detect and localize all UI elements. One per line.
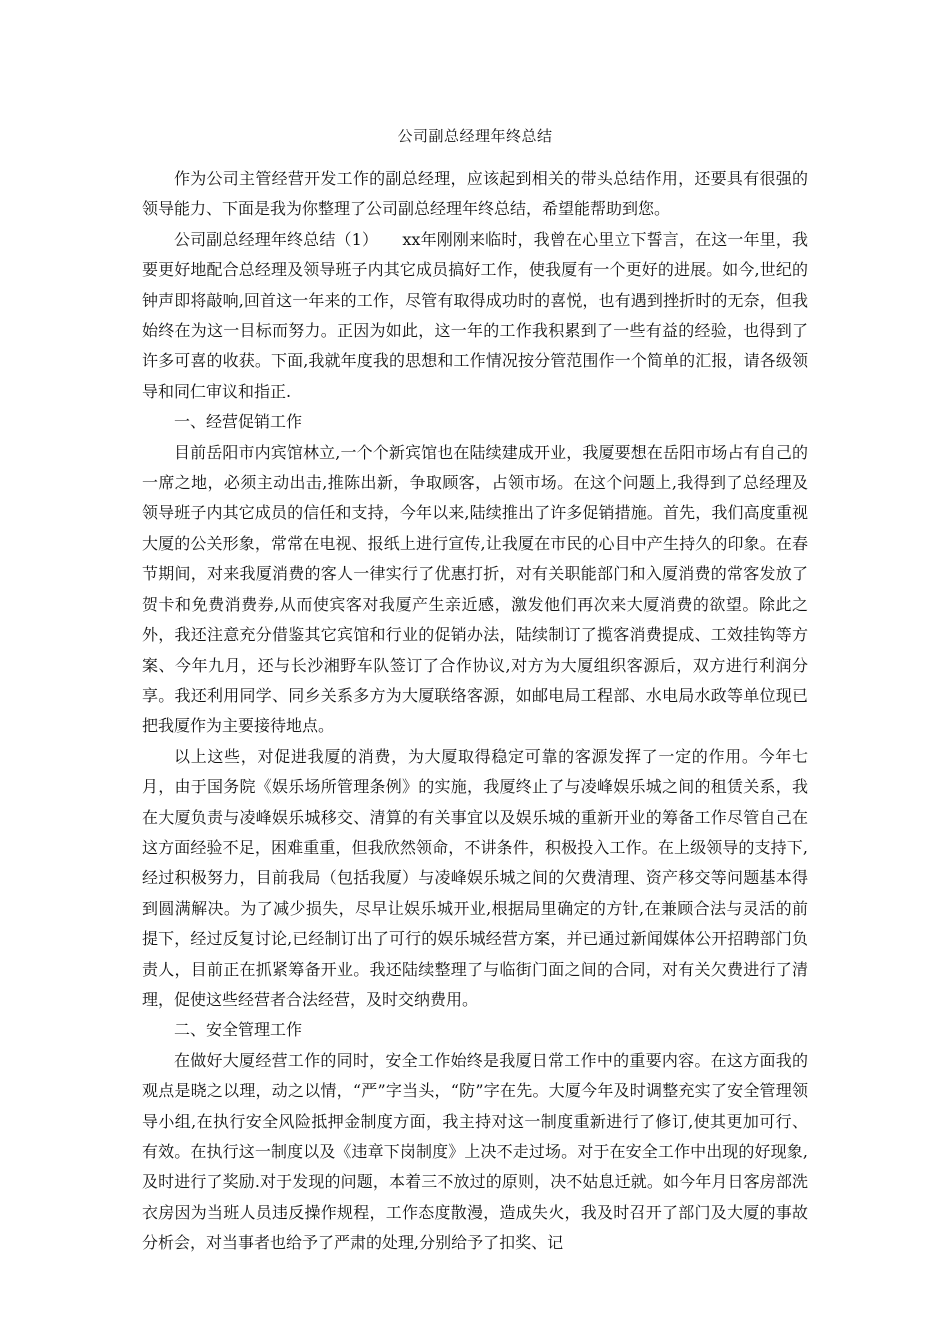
- document-title: 公司副总经理年终总结: [397, 127, 553, 145]
- section-heading-safety: 二、安全管理工作: [174, 1020, 303, 1040]
- summary-paragraph: 公司副总经理年终总结（1） xx年刚刚来临时，我曾在心里立下誓言，在这一年里，我要更好地配合总经理及领导班子内其它成员搞好工作，使我厦有一个更好的进展。如今,世纪的钟声即将敲响,回首这一年来的工作，尽管有取得成功时的喜悦，也有遇到挫折时的无奈，但我始终在为这一目标而努力。正因为如此，这一年的工作我积累到了一些有益的经验，也得到了许多可喜的收获。下面,我就年度我的思想和工作情况按分管范围作一个简单的汇报，请各级领导和同仁审议和指正.: [142, 229, 808, 401]
- section-heading-marketing: 一、经营促销工作: [174, 412, 303, 432]
- marketing-paragraph-2: 以上这些，对促进我厦的消费，为大厦取得稳定可靠的客源发挥了一定的作用。今年七月，由于国务院《娱乐场所管理条例》的实施，我厦终止了与凌峰娱乐城之间的租赁关系，我在大厦负责与凌峰娱乐城移交、清算的有关事宜以及娱乐城的重新开业的筹备工作尽管自己在这方面经验不足，困难重重，但我欣然领命，不讲条件，积极投入工作。在上级领导的支持下,经过积极努力，目前我局（包括我厦）与凌峰娱乐城之间的欠费清理、资产移交等问题基本得到圆满解决。为了减少损失，尽早让娱乐城开业,根据局里确定的方针,在兼顾合法与灵活的前提下，经过反复讨论,已经制订出了可行的娱乐城经营方案，并已通过新闻媒体公开招聘部门负责人，目前正在抓紧筹备开业。我还陆续整理了与临街门面之间的合同，对有关欠费进行了清理，促使这些经营者合法经营，及时交纳费用。: [142, 746, 808, 1009]
- document-body: [142, 164, 808, 1259]
- marketing-paragraph-1: 目前岳阳市内宾馆林立,一个个新宾馆也在陆续建成开业，我厦要想在岳阳市场占有自己的一席之地，必须主动出击,推陈出新，争取顾客，占领市场。在这个问题上,我得到了总经理及领导班子内其它成员的信任和支持，今年以来,陆续推出了许多促销措施。首先，我们高度重视大厦的公关形象，常常在电视、报纸上进行宣传,让我厦在市民的心目中产生持久的印象。在春节期间，对来我厦消费的客人一律实行了优惠打折，对有关职能部门和入厦消费的常客发放了贺卡和免费消费券,从而使宾客对我厦产生亲近感，激发他们再次来大厦消费的欲望。除此之外，我还注意充分借鉴其它宾馆和行业的促销办法，陆续制订了揽客消费提成、工效挂钩等方案、今年九月，还与长沙湘野车队签订了合作协议,对方为大厦组织客源后，双方进行利润分享。我还利用同学、同乡关系多方为大厦联络客源，如邮电局工程部、水电局水政等单位现已把我厦作为主要接待地点。: [142, 442, 808, 736]
- safety-paragraph-1: 在做好大厦经营工作的同时，安全工作始终是我厦日常工作中的重要内容。在这方面我的观点是晓之以理，动之以情，“严”字当头，“防”字在先。大厦今年及时调整充实了安全管理领导小组,在执行安全风险抵押金制度方面，我主持对这一制度重新进行了修订,使其更加可行、有效。在执行这一制度以及《违章下岗制度》上决不走过场。对于在安全工作中出现的好现象,及时进行了奖励.对于发现的问题，本着三不放过的原则，决不姑息迁就。如今年月日客房部洗衣房因为当班人员违反操作规程，工作态度散漫，造成失火，我及时召开了部门及大厦的事故分析会，对当事者也给予了严肃的处理,分别给予了扣奖、记: [142, 1050, 808, 1253]
- intro-paragraph: 作为公司主管经营开发工作的副总经理，应该起到相关的带头总结作用，还要具有很强的领导能力、下面是我为你整理了公司副总经理年终总结，希望能帮助到您。: [142, 169, 808, 219]
